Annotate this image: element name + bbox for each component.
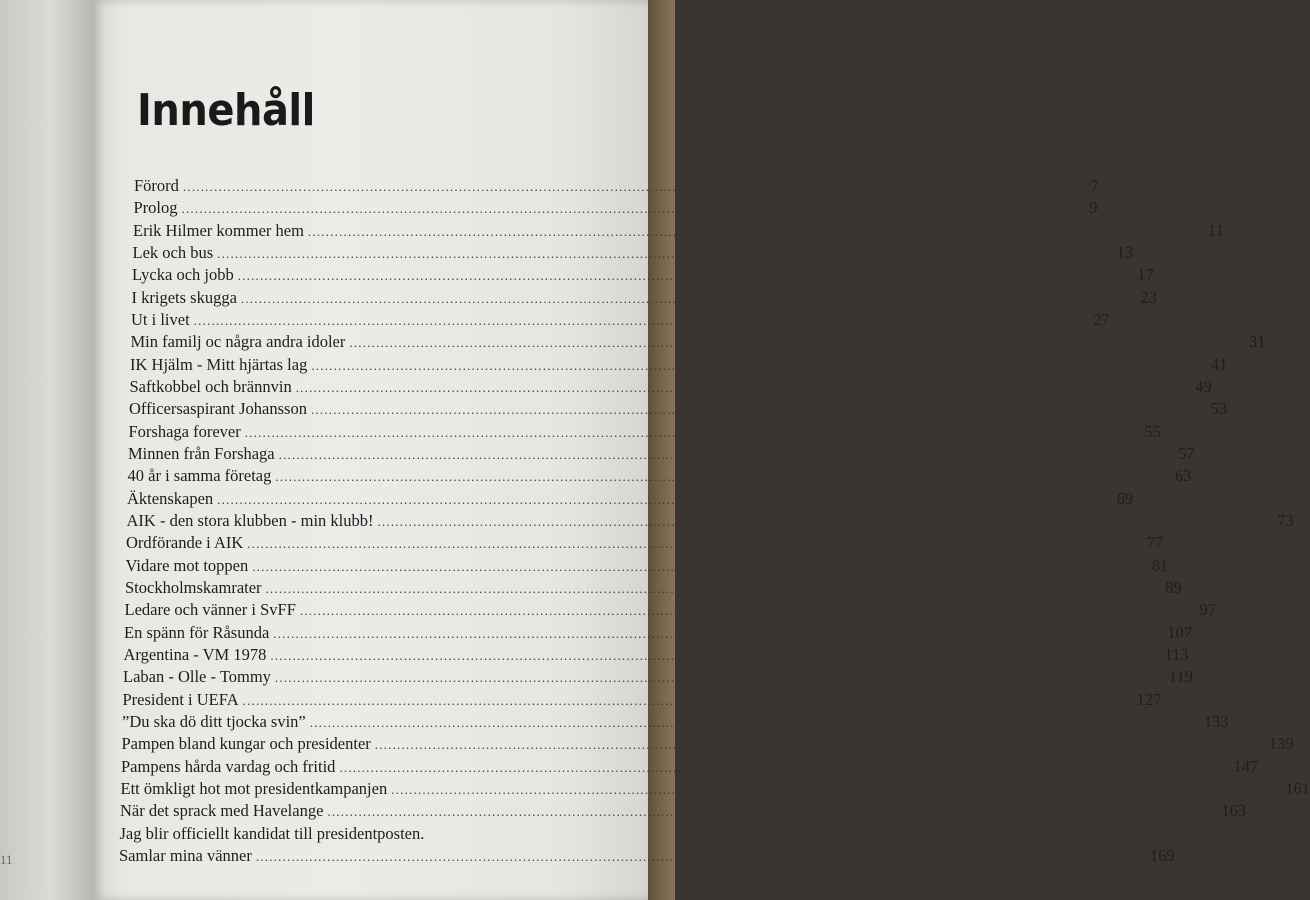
- toc-entry-title: Förord: [134, 176, 179, 195]
- toc-entry-title: En spänn för Råsunda: [124, 622, 270, 642]
- toc-entry-page: 73: [1277, 511, 1294, 530]
- toc-entry-page: 13: [1116, 243, 1134, 262]
- toc-entry-page: 127: [1136, 689, 1162, 709]
- toc-leader-dots: ........................................................................................................................................................................................................: [193, 313, 1084, 328]
- toc-entry-title: I krigets skugga: [131, 287, 237, 307]
- toc-entry-title: Ordförande i AIK: [126, 533, 244, 553]
- toc-entry-page: 53: [1210, 399, 1227, 419]
- toc-entry: [123, 645, 1189, 667]
- toc-leader-dots: ........................................................................................................................................................................................................: [391, 782, 1282, 797]
- left-page-mark: 11: [0, 852, 13, 867]
- toc-entry-page: 23: [1140, 287, 1157, 307]
- toc-entry: [133, 220, 1224, 243]
- toc-entry: [121, 756, 1259, 779]
- toc-entry-title: Ledare och vänner i SvFF: [124, 600, 296, 620]
- toc-entry-page: 161: [1285, 779, 1310, 798]
- toc-entry-title: Stockholmskamrater: [125, 578, 262, 597]
- toc-entry-page: 57: [1178, 444, 1195, 463]
- toc-entry: [119, 846, 1175, 868]
- toc-leader-dots: ........................................................................................................................................................................................................: [278, 447, 1169, 462]
- toc-entry: [120, 824, 612, 846]
- toc-leader-dots: ........................................................................................................................................................................................................: [217, 246, 1108, 261]
- toc-entry-page: 55: [1144, 421, 1161, 441]
- toc-leader-dots: ........................................................................................................................................................................................................: [310, 402, 1201, 418]
- toc-entry-page: 89: [1165, 578, 1182, 597]
- toc-entry-page: 113: [1164, 645, 1189, 664]
- toc-entry-title: Erik Hilmer kommer hem: [133, 220, 304, 240]
- toc-entry-title: Prolog: [133, 198, 178, 218]
- toc-entry-page: 7: [1090, 176, 1099, 195]
- toc-leader-dots: ........................................................................................................................................................................................................: [307, 223, 1198, 239]
- toc-entry-title: Pampens hårda vardag och fritid: [121, 756, 336, 776]
- toc-entry-page: 63: [1174, 466, 1192, 486]
- toc-leader-dots: ........................................................................................................................................................................................................: [270, 648, 1161, 663]
- toc-entry-page: 147: [1233, 756, 1259, 776]
- toc-entry-title: Lek och bus: [132, 243, 214, 262]
- toc-entry-page: 41: [1210, 354, 1228, 374]
- toc-leader-dots: ........................................................................................................................................................................................................: [265, 581, 1156, 596]
- toc-leader-dots: ........................................................................................................................................................................................................: [327, 804, 1218, 820]
- toc-entry-page: 81: [1151, 555, 1169, 575]
- toc-entry-title: IK Hjälm - Mitt hjärtas lag: [130, 354, 308, 374]
- toc-leader-dots: ........................................................................................................................................................................................................: [299, 603, 1190, 619]
- toc-entry-page: 31: [1248, 332, 1266, 352]
- toc-entry: [124, 622, 1193, 645]
- toc-entry-page: 163: [1221, 801, 1247, 821]
- toc-entry: [122, 689, 1162, 712]
- toc-entry-page: 77: [1146, 533, 1164, 553]
- toc-entry: [123, 667, 1194, 689]
- toc-entry-title: Ut i livet: [131, 310, 190, 329]
- toc-entry: [120, 779, 1310, 801]
- toc-entry: [132, 265, 1154, 287]
- toc-leader-dots: ........................................................................................................................................................................................................: [181, 201, 1072, 217]
- toc-leader-dots: ........................................................................................................................................................................................................: [252, 558, 1143, 574]
- toc-entry-title: Vidare mot toppen: [125, 555, 249, 575]
- toc-entry-page: 119: [1168, 667, 1194, 687]
- toc-entry-page: 107: [1167, 622, 1193, 642]
- toc-leader-dots: ........................................................................................................................................................................................................: [244, 424, 1135, 440]
- toc-entry: [120, 801, 1247, 823]
- toc-entry: [122, 712, 1229, 734]
- toc-entry-title: Pampen bland kungar och presidenter: [121, 734, 371, 754]
- page-title: Innehåll: [137, 86, 315, 136]
- toc-entry-title: Argentina - VM 1978: [123, 645, 267, 664]
- toc-entry-title: Samlar mina vänner: [119, 846, 252, 865]
- toc-leader-dots: ........................................................................................................................................................................................................: [311, 357, 1202, 373]
- toc-entry-title: AIK - den stora klubben - min klubb!: [126, 511, 374, 530]
- toc-entry-title: Minnen från Forshaga: [128, 444, 275, 463]
- toc-leader-dots: ........................................................................................................................................................................................................: [255, 849, 1146, 864]
- toc-entry: [134, 176, 1099, 198]
- toc-entry-title: Jag blir officiellt kandidat till presidentposten.: [119, 823, 425, 843]
- toc-entry-title: President i UEFA: [122, 689, 239, 709]
- toc-entry: [125, 578, 1182, 600]
- toc-entry-page: 27: [1093, 310, 1110, 329]
- toc-leader-dots: ........................................................................................................................................................................................................: [247, 536, 1138, 552]
- toc-leader-dots: ........................................................................................................................................................................................................: [182, 179, 1073, 194]
- toc-entry: [132, 243, 1134, 265]
- toc-leader-dots: ........................................................................................................................................................................................................: [275, 469, 1166, 485]
- toc-entry-page: 169: [1149, 846, 1175, 865]
- toc-entry-title: ”Du ska dö ditt tjocka svin”: [122, 712, 306, 731]
- toc-entry-page: 9: [1089, 198, 1098, 218]
- toc-entry: [124, 600, 1216, 622]
- toc-entry: [128, 421, 1161, 444]
- toc-entry: [130, 332, 1266, 354]
- toc-leader-dots: ........................................................................................................................................................................................................: [374, 737, 1265, 753]
- toc-entry-title: Officersaspirant Johansson: [129, 399, 307, 419]
- toc-entry: [129, 399, 1227, 421]
- toc-entry-title: När det sprack med Havelange: [120, 801, 324, 821]
- toc-entry-title: Lycka och jobb: [132, 265, 234, 285]
- toc-entry: [127, 466, 1192, 488]
- toc-entry-page: 11: [1208, 220, 1224, 240]
- toc-entry: [126, 533, 1164, 555]
- toc-entry-page: 17: [1137, 265, 1154, 285]
- toc-leader-dots: ........................................................................................................................................................................................................: [273, 625, 1164, 641]
- toc-entry-page: 133: [1203, 712, 1229, 731]
- toc-leader-dots: ........................................................................................................................................................................................................: [274, 670, 1165, 686]
- toc-entry-title: Äktenskapen: [127, 488, 214, 508]
- toc-entry-title: 40 år i samma företag: [127, 466, 272, 486]
- toc-entry: [125, 555, 1169, 578]
- toc-entry-page: 69: [1116, 488, 1134, 508]
- toc-entry-page: 139: [1268, 734, 1294, 754]
- toc-entry: [130, 354, 1228, 377]
- toc-leader-dots: ........................................................................................................................................................................................................: [240, 290, 1131, 306]
- toc-leader-dots: ........................................................................................................................................................................................................: [217, 491, 1108, 507]
- toc-entry: [131, 310, 1110, 332]
- toc-leader-dots: ........................................................................................................................................................................................................: [295, 380, 1186, 395]
- toc-entry-title: Min familj oc några andra idoler: [130, 332, 346, 352]
- toc-entry-title: Ett ömkligt hot mot presidentkampanjen: [120, 779, 388, 798]
- toc-entry: [129, 377, 1212, 399]
- toc-entry-page: 97: [1199, 600, 1216, 620]
- toc-entry-title: Forshaga forever: [128, 421, 241, 441]
- toc-entry: [127, 488, 1134, 511]
- toc-leader-dots: ........................................................................................................................................................................................................: [237, 268, 1128, 284]
- toc-entry: [131, 287, 1157, 310]
- toc-entry-page: 49: [1195, 377, 1212, 396]
- toc-leader-dots: ........................................................................................................................................................................................................: [349, 335, 1240, 351]
- toc-entry: [128, 444, 1195, 466]
- toc-leader-dots: ........................................................................................................................................................................................................: [377, 514, 1268, 529]
- toc-entry-title: Laban - Olle - Tommy: [123, 667, 271, 687]
- toc-leader-dots: ........................................................................................................................................................................................................: [309, 715, 1200, 730]
- toc-entry: [121, 734, 1294, 756]
- toc-entry-title: Saftkobbel och brännvin: [129, 377, 292, 396]
- toc-entry: [133, 198, 1098, 220]
- toc-entry: [126, 511, 1294, 533]
- toc-leader-dots: ........................................................................................................................................................................................................: [242, 692, 1133, 708]
- toc-leader-dots: ........................................................................................................................................................................................................: [339, 759, 1230, 775]
